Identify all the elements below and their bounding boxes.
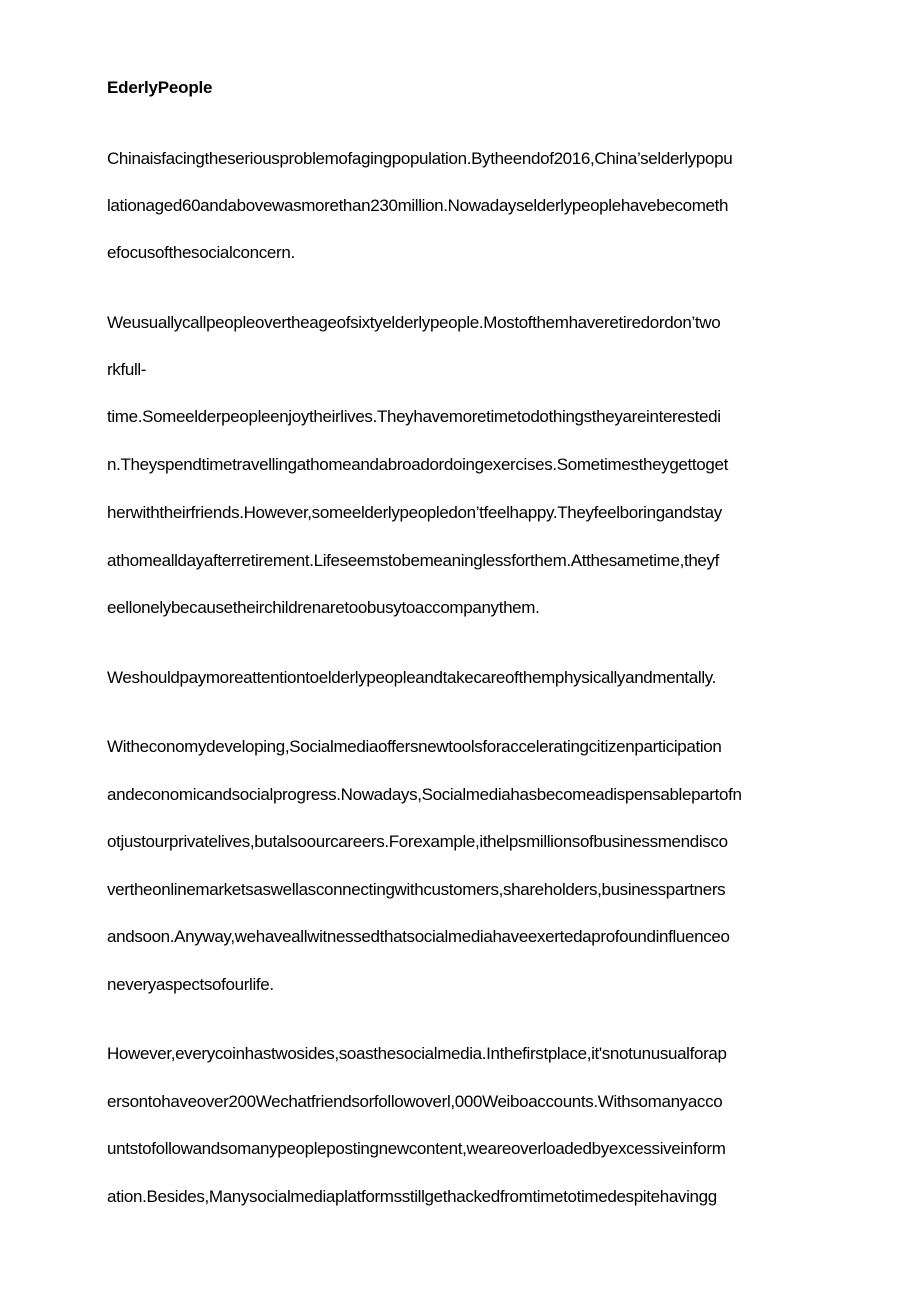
text-line: Witheconomydeveloping,Socialmediaoffersnewtoolsforacceleratingcitizenparticipation — [107, 737, 722, 756]
text-line: ersontohaveover200Wechatfriendsorfollowoverl,000Weiboaccounts.Withsomanyacco — [107, 1092, 723, 1111]
text-line: rkfull- — [107, 360, 147, 379]
text-line: eellonelybecausetheirchildrenaretoobusytoaccompanythem. — [107, 598, 540, 617]
document-title: EderlyPeople — [107, 78, 213, 97]
text-line: Weshouldpaymoreattentiontoelderlypeopleandtakecareofthemphysicallyandmentally. — [107, 668, 717, 687]
text-line: Chinaisfacingtheseriousproblemofagingpopulation.Bytheendof2016,China’selderlypopu — [107, 149, 733, 168]
text-line: athomealldayafterretirement.Lifeseemstobemeaninglessforthem.Atthesametime,theyf — [107, 551, 720, 570]
text-line: herwiththeirfriends.However,someelderlypeopledon’tfeelhappy.Theyfeelboringandstay — [107, 503, 722, 522]
text-line: lationaged60andabovewasmorethan230million.Nowadayselderlypeoplehavebecometh — [107, 196, 729, 215]
text-line: otjustourprivatelives,butalsoourcareers.Forexample,ithelpsmillionsofbusinessmendisco — [107, 832, 728, 851]
text-line: time.Someelderpeopleenjoytheirlives.Theyhavemoretimetodothingstheyareinterestedi — [107, 407, 721, 426]
text-line: andeconomicandsocialprogress.Nowadays,Socialmediahasbecomeadispensablepartofn — [107, 785, 742, 804]
text-line: neveryaspectsofourlife. — [107, 975, 274, 994]
text-line: andsoon.Anyway,wehaveallwitnessedthatsocialmediahaveexertedaprofoundinfluenceo — [107, 927, 730, 946]
text-line: efocusofthesocialconcern. — [107, 243, 295, 262]
text-line: vertheonlinemarketsaswellasconnectingwithcustomers,shareholders,businesspartners — [107, 880, 726, 899]
text-line: untstofollowandsomanypeoplepostingnewcontent,weareoverloadedbyexcessiveinform — [107, 1139, 726, 1158]
text-line: ation.Besides,Manysocialmediaplatformsstillgethackedfromtimetotimedespitehavingg — [107, 1187, 717, 1206]
text-line: Weusuallycallpeopleovertheageofsixtyelderlypeople.Mostofthemhaveretiredordon’two — [107, 313, 721, 332]
text-line: n.Theyspendtimetravellingathomeandabroadordoingexercises.Sometimestheygettoget — [107, 455, 728, 474]
text-line: However,everycoinhastwosides,soasthesocialmedia.Inthefirstplace,it'snotunusualforap — [107, 1044, 727, 1063]
